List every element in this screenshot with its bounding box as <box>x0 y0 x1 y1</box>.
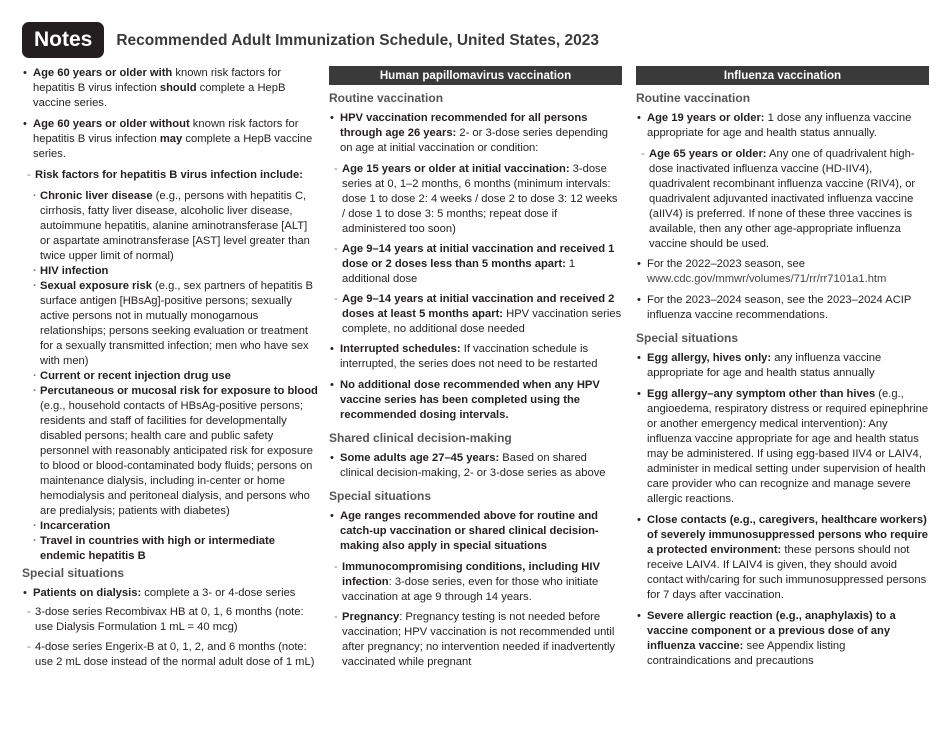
list-subitem: - Age 15 years or older at initial vaccination: 3-dose series at 0, 1–2 months, 6 months (minimum intervals: dose 1 to dose 2: 4 weeks / dose 2 to dose 3: 12 weeks / dose 1 to dose 3: 5 months; repeat dose if administered too soon) <box>329 162 622 237</box>
routine-heading: Routine vaccination <box>329 91 444 105</box>
list-item: • HPV vaccination recommended for all persons through age 26 years: 2- or 3-dose series depending on age at initial vaccination or condition: <box>329 111 622 156</box>
list-subitem: - Pregnancy: Pregnancy testing is not needed before vaccination; HPV vaccination is not recommended until after pregnancy; no intervention needed if inadvertently vaccinated while pregnant <box>329 610 622 670</box>
list-subitem: - Age 9–14 years at initial vaccination and received 2 doses at least 5 months apart: HPV vaccination series complete, no additional dose needed <box>329 292 622 337</box>
document-title: Recommended Adult Immunization Schedule, United States, 2023 <box>116 31 599 49</box>
list-subitem: - Age 65 years or older: Any one of quadrivalent high-dose inactivated influenza vaccine (HD-IIV4), quadrivalent recombinant influenza vaccine (RIV4), or quadrivalent adjuvanted inactivated influenza vaccine (aIIV4) is preferred. If none of these three vaccines is available, then any other age-appropriate influenza vaccine should be used. <box>636 147 929 252</box>
list-item: • For the 2022–2023 season, see www.cdc.gov/mmwr/volumes/71/rr/rr7101a1.htm <box>636 257 929 287</box>
list-subitem: - Immunocompromising conditions, including HIV infection: 3-dose series, even for those who initiate vaccination at age 9 through 14 years. <box>329 560 622 605</box>
list-item: • Interrupted schedules: If vaccination schedule is interrupted, the series does not need to be restarted <box>329 342 622 372</box>
list-item: • Egg allergy, hives only: any influenza vaccine appropriate for age and health status annually <box>636 351 929 381</box>
hpv-column <box>329 66 622 675</box>
list-item: • Age 60 years or older with known risk factors for hepatitis B virus infection should complete a HepB vaccine series. <box>22 66 318 111</box>
list-item: • Close contacts (e.g., caregivers, healthcare workers) of severely immunosuppressed persons who require a protected environment: these persons should not receive LAIV4. If LAIV4 is given, they should avoid contact with/caring for such immunosuppressed persons for 7 days after vaccination. <box>636 513 929 603</box>
list-item: • Age ranges recommended above for routine and catch-up vaccination or shared clinical decision-making also apply in special situations <box>329 509 622 554</box>
list-item: • Some adults age 27–45 years: Based on shared clinical decision-making, 2- or 3-dose series as above <box>329 451 622 481</box>
dialysis-subitem: - 3-dose series Recombivax HB at 0, 1, 6 months (note: use Dialysis Formulation 1 mL = 40 mcg) <box>22 605 318 635</box>
list-item: • Age 60 years or older without known risk factors for hepatitis B virus infection may complete a HepB vaccine series. <box>22 117 318 162</box>
special-situations-heading: Special situations <box>22 566 125 580</box>
cdc-mmwr-link[interactable]: www.cdc.gov/mmwr/volumes/71/rr/rr7101a1.htm <box>647 273 887 285</box>
routine-heading: Routine vaccination <box>636 91 751 105</box>
special-situations-heading: Special situations <box>636 331 739 345</box>
risk-item: · Travel in countries with high or intermediate endemic hepatitis B <box>22 534 318 564</box>
list-item: • Age 19 years or older: 1 dose any influenza vaccine appropriate for age and health status annually. <box>636 111 929 141</box>
risk-item: · HIV infection <box>22 264 318 279</box>
dialysis-subitem: - 4-dose series Engerix-B at 0, 1, 2, and 6 months (note: use 2 mL dose instead of the normal adult dose of 1 mL) <box>22 640 318 670</box>
influenza-column <box>636 66 929 675</box>
notes-tab: Notes <box>22 22 104 58</box>
risk-item: · Percutaneous or mucosal risk for exposure to blood (e.g., household contacts of HBsAg-positive persons; residents and staff of facilities for developmentally disabled persons; health care and public safety personnel with reasonably anticipated risk for exposure to blood or blood-contaminated body fluids; persons on maintenance dialysis, including in-center or home hemodialysis and peritoneal dialysis, and persons who are predialysis; patients with diabetes) <box>22 384 318 519</box>
list-item: • No additional dose recommended when any HPV vaccine series has been completed using the recommended dosing intervals. <box>329 378 622 423</box>
risk-item: · Incarceration <box>22 519 318 534</box>
list-item: • Patients on dialysis: complete a 3- or 4-dose series <box>22 586 318 601</box>
list-item: • Egg allergy–any symptom other than hives (e.g., angioedema, respiratory distress or required epinephrine or another emergency medical intervention): Any influenza vaccine appropriate for age and health status may be administered. If using egg-based IIV4 or LAIV4, administer in medical setting under supervision of health care provider who can recognize and manage severe allergic reactions. <box>636 387 929 507</box>
list-item: • Severe allergic reaction (e.g., anaphylaxis) to a vaccine component or a previous dose of any influenza vaccine: see Appendix listing contraindications and precautions <box>636 609 929 669</box>
list-subitem: - Age 9–14 years at initial vaccination and received 1 dose or 2 doses less than 5 months apart: 1 additional dose <box>329 242 622 287</box>
risk-item: · Current or recent injection drug use <box>22 369 318 384</box>
hepb-column <box>22 66 318 675</box>
risk-factors-heading: - Risk factors for hepatitis B virus infection include: <box>22 168 318 183</box>
page-header <box>22 22 599 58</box>
risk-item: · Sexual exposure risk (e.g., sex partners of hepatitis B surface antigen [HBsAg]-positive persons; sexually active persons not in mutually monogamous relationships; persons seeking evaluation or treatment for a sexually transmitted infection; men who have sex with men) <box>22 279 318 369</box>
list-item: • For the 2023–2024 season, see the 2023–2024 ACIP influenza vaccine recommendations. <box>636 293 929 323</box>
hpv-section-header: Human papillomavirus vaccination <box>329 66 622 85</box>
risk-item: · Chronic liver disease (e.g., persons with hepatitis C, cirrhosis, fatty liver disease, alcoholic liver disease, autoimmune hepatitis, alanine aminotransferase [ALT] or aspartate aminotransferase [AST] level greater than twice upper limit of normal) <box>22 189 318 264</box>
influenza-section-header: Influenza vaccination <box>636 66 929 85</box>
special-situations-heading: Special situations <box>329 489 432 503</box>
shared-decision-heading: Shared clinical decision-making <box>329 431 512 445</box>
